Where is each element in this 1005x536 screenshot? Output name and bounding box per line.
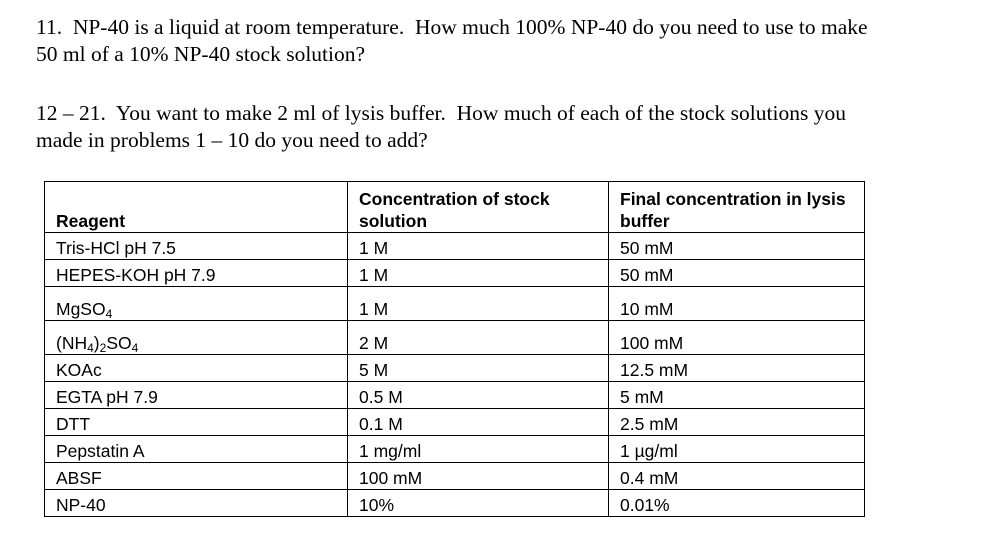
stock-cell: 1 M <box>348 287 609 321</box>
final-cell: 1 µg/ml <box>609 436 865 463</box>
reagent-cell: $(NH_4)_2SO_4$ <box>45 321 348 355</box>
final-cell: 0.01% <box>609 490 865 517</box>
reagent-cell: EGTA pH 7.9 <box>45 382 348 409</box>
table-row <box>45 490 865 517</box>
table-row <box>45 287 865 321</box>
stock-cell: 1 M <box>348 233 609 260</box>
question-12-line-2: made in problems 1 – 10 do you need to add? <box>36 128 428 152</box>
stock-cell: 100 mM <box>348 463 609 490</box>
stock-cell: 1 mg/ml <box>348 436 609 463</box>
reagent-cell: HEPES-KOH pH 7.9 <box>45 260 348 287</box>
question-11 <box>36 14 868 68</box>
header-final-concentration: Final concentration in lysis buffer <box>609 182 865 233</box>
final-cell: 50 mM <box>609 233 865 260</box>
question-12-21 <box>36 100 846 154</box>
table-row <box>45 409 865 436</box>
reagent-cell: DTT <box>45 409 348 436</box>
reagent-cell: MgSO$_4$ <box>45 287 348 321</box>
final-cell: 12.5 mM <box>609 355 865 382</box>
reagent-cell: KOAc <box>45 355 348 382</box>
stock-cell: 2 M <box>348 321 609 355</box>
reagent-cell: NP-40 <box>45 490 348 517</box>
stock-cell: 10% <box>348 490 609 517</box>
final-cell: 2.5 mM <box>609 409 865 436</box>
stock-cell: 5 M <box>348 355 609 382</box>
table-header-row <box>45 182 865 233</box>
table-row <box>45 463 865 490</box>
question-12-line-1: 12 – 21. You want to make 2 ml of lysis buffer. How much of each of the stock solutions you <box>36 101 846 125</box>
reagent-cell: ABSF <box>45 463 348 490</box>
table-row <box>45 233 865 260</box>
reagent-cell: Tris-HCl pH 7.5 <box>45 233 348 260</box>
header-reagent: Reagent <box>45 182 348 233</box>
final-cell: 10 mM <box>609 287 865 321</box>
table-row <box>45 382 865 409</box>
stock-cell: 0.5 M <box>348 382 609 409</box>
table-row <box>45 260 865 287</box>
question-11-line-1: 11. NP-40 is a liquid at room temperature. How much 100% NP-40 do you need to use to make <box>36 15 868 39</box>
final-cell: 100 mM <box>609 321 865 355</box>
final-cell: 50 mM <box>609 260 865 287</box>
table-row <box>45 355 865 382</box>
header-stock-concentration: Concentration of stock solution <box>348 182 609 233</box>
stock-cell: 0.1 M <box>348 409 609 436</box>
table-row <box>45 436 865 463</box>
question-11-line-2: 50 ml of a 10% NP-40 stock solution? <box>36 42 366 66</box>
reagent-table <box>44 181 865 517</box>
reagent-cell: Pepstatin A <box>45 436 348 463</box>
stock-cell: 1 M <box>348 260 609 287</box>
table-row <box>45 321 865 355</box>
final-cell: 5 mM <box>609 382 865 409</box>
final-cell: 0.4 mM <box>609 463 865 490</box>
